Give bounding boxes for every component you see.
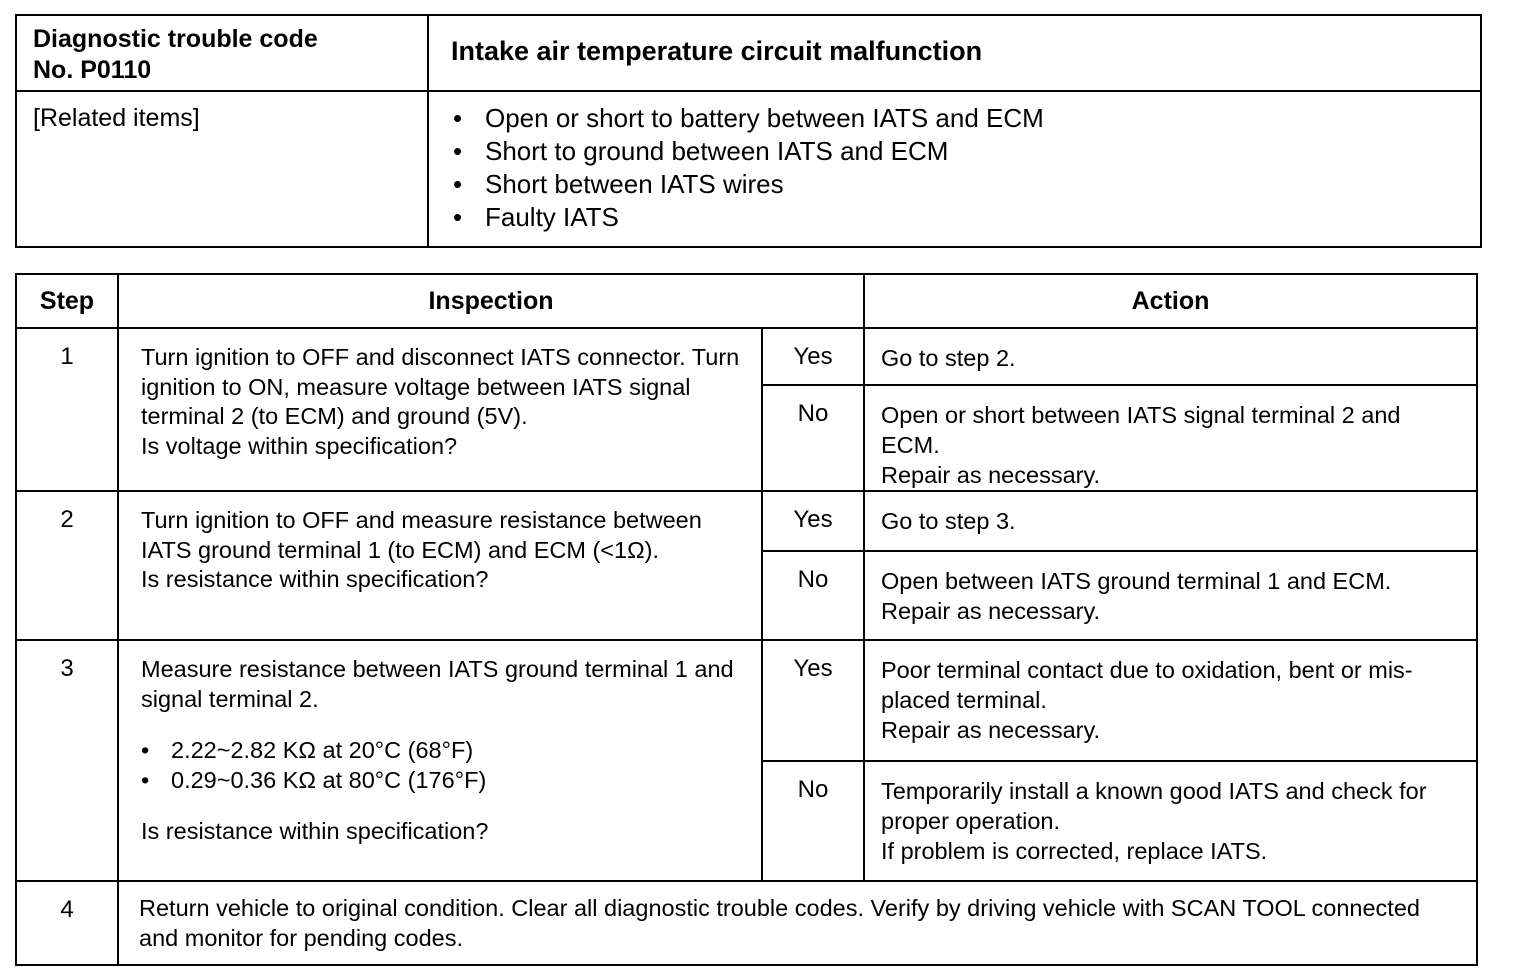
action-line: If problem is corrected, replace IATS. <box>881 838 1268 864</box>
action-line: Repair as necessary. <box>881 462 1100 488</box>
step-number: 4 <box>16 881 118 965</box>
no-action <box>864 385 1477 491</box>
no-label: No <box>762 761 864 881</box>
yes-action <box>864 491 1477 551</box>
no-label: No <box>762 551 864 640</box>
related-item: • Short between IATS wires <box>449 168 1460 201</box>
step-number: 1 <box>16 328 118 491</box>
inspection-text: Measure resistance between IATS ground terminal 1 and signal terminal 2. <box>141 656 734 712</box>
action-line: Open between IATS ground terminal 1 and ECM. <box>881 568 1392 594</box>
dtc-header-table <box>15 14 1482 248</box>
step-inspection <box>118 491 762 640</box>
procedure-table <box>15 273 1478 966</box>
no-label: No <box>762 385 864 491</box>
yes-label: Yes <box>762 640 864 761</box>
dtc-title: Intake air temperature circuit malfunction <box>428 15 1481 91</box>
action-line: Temporarily install a known good IATS and check for proper operation. <box>881 778 1427 834</box>
related-items-list <box>449 102 1460 234</box>
related-item: • Faulty IATS <box>449 201 1460 234</box>
related-item: • Open or short to battery between IATS and ECM <box>449 102 1460 135</box>
inspection-spec: • 0.29~0.36 KΩ at 80°C (176°F) <box>141 766 747 796</box>
step-final-text: Return vehicle to original condition. Clear all diagnostic trouble codes. Verify by driving vehicle with SCAN TOOL connected and monitor for pending codes. <box>118 881 1477 965</box>
step-inspection <box>118 328 762 491</box>
step-inspection <box>118 640 762 881</box>
related-items-label: [Related items] <box>16 91 428 247</box>
dtc-code-number: No. P0110 <box>33 56 152 84</box>
action-line: Repair as necessary. <box>881 598 1100 624</box>
yes-label: Yes <box>762 491 864 551</box>
dtc-code-label: Diagnostic trouble code <box>33 25 318 53</box>
related-item: • Short to ground between IATS and ECM <box>449 135 1460 168</box>
no-action <box>864 761 1477 881</box>
action-line: Open or short between IATS signal terminal 2 and ECM. <box>881 402 1401 458</box>
step-number: 2 <box>16 491 118 640</box>
inspection-text: Turn ignition to OFF and measure resistance between IATS ground terminal 1 (to ECM) and ECM (<1Ω). Is resistance within specification? <box>141 507 702 592</box>
inspection-text: Turn ignition to OFF and disconnect IATS connector. Turn ignition to ON, measure voltage between IATS signal terminal 2 (to ECM) and ground (5V). Is voltage within specification? <box>141 344 740 459</box>
dtc-code-cell <box>16 15 428 91</box>
inspection-spec: • 2.22~2.82 KΩ at 20°C (68°F) <box>141 736 747 766</box>
related-items-cell <box>428 91 1481 247</box>
inspection-question: Is resistance within specification? <box>141 818 489 844</box>
inspection-spec-list <box>141 736 747 795</box>
yes-action <box>864 640 1477 761</box>
action-line: Poor terminal contact due to oxidation, bent or mis-placed terminal. <box>881 657 1413 713</box>
yes-action <box>864 328 1477 385</box>
col-header-action: Action <box>864 274 1477 328</box>
step-number: 3 <box>16 640 118 881</box>
yes-label: Yes <box>762 328 864 385</box>
no-action <box>864 551 1477 640</box>
action-line: Go to step 2. <box>881 345 1016 371</box>
action-line: Repair as necessary. <box>881 717 1100 743</box>
col-header-step: Step <box>16 274 118 328</box>
col-header-inspection: Inspection <box>118 274 864 328</box>
action-line: Go to step 3. <box>881 508 1016 534</box>
